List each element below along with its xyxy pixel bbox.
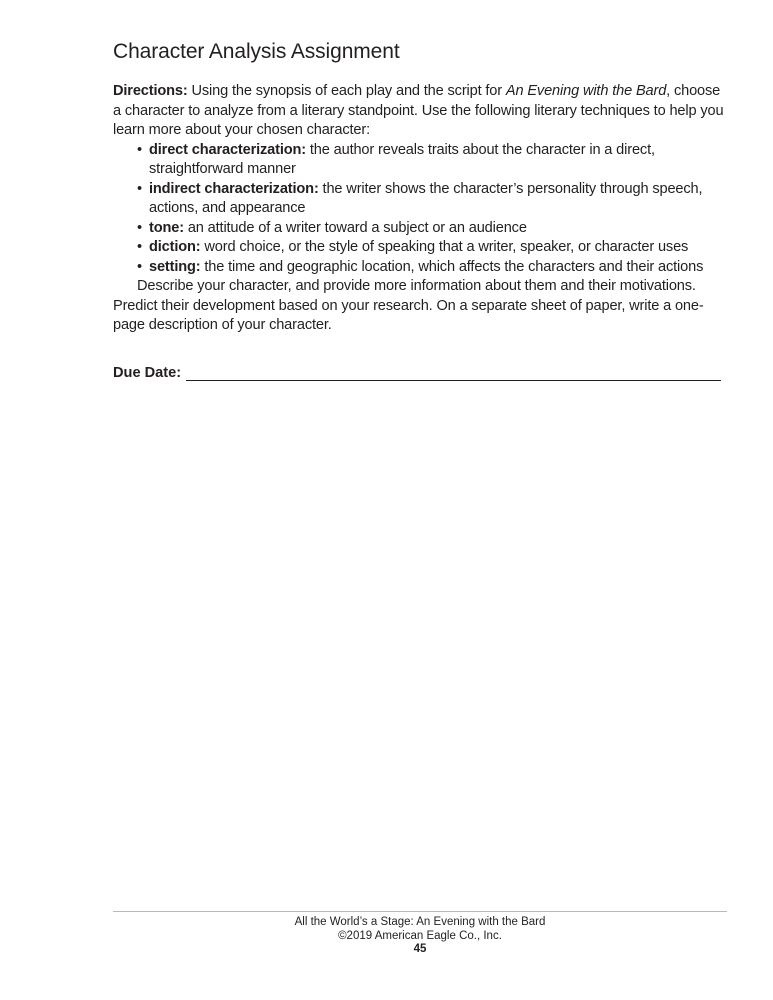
technique-item bbox=[137, 238, 725, 258]
technique-list bbox=[113, 141, 725, 278]
technique-item bbox=[137, 141, 725, 180]
closing-paragraph: Describe your character, and provide more information about them and their motivations. Predict their development based on your research. On a separate sheet of paper, write a one-page description of your character. bbox=[113, 278, 704, 333]
technique-term: indirect characterization: bbox=[149, 180, 319, 197]
bullet-icon: • bbox=[137, 219, 142, 236]
technique-item bbox=[137, 219, 725, 239]
footer-divider bbox=[113, 911, 727, 912]
bullet-icon: • bbox=[137, 180, 142, 197]
technique-term: setting: bbox=[149, 258, 201, 275]
technique-definition: the time and geographic location, which affects the characters and their actions bbox=[200, 258, 704, 275]
footer-book-title: All the World’s a Stage: An Evening with the Bard bbox=[294, 916, 546, 928]
due-date-row bbox=[113, 364, 721, 381]
technique-definition: an attitude of a writer toward a subject or an audience bbox=[183, 219, 527, 236]
technique-term: diction: bbox=[149, 239, 201, 255]
due-date-blank-line bbox=[186, 364, 721, 381]
technique-definition: word choice, or the style of speaking that a writer, speaker, or character uses bbox=[200, 239, 689, 255]
script-title: An Evening with the Bard bbox=[505, 83, 667, 99]
directions-paragraph bbox=[113, 82, 725, 141]
technique-definition: the author reveals traits about the character in a direct, straightforward manner bbox=[149, 141, 655, 177]
page-number: 45 bbox=[413, 943, 427, 955]
bullet-icon: • bbox=[137, 258, 142, 275]
technique-term: tone: bbox=[149, 219, 184, 236]
directions-intro-before: Using the synopsis of each play and the script for bbox=[187, 83, 506, 99]
due-date-label: Due Date: bbox=[113, 365, 182, 381]
page-title: Character Analysis Assignment bbox=[113, 40, 400, 63]
technique-definition: the writer shows the character’s personality through speech, actions, and appearance bbox=[149, 180, 703, 216]
technique-term: direct characterization: bbox=[149, 141, 306, 158]
technique-item bbox=[137, 180, 725, 219]
bullet-icon: • bbox=[137, 239, 142, 255]
technique-item bbox=[137, 258, 725, 278]
page-footer bbox=[113, 916, 727, 957]
bullet-icon: • bbox=[137, 141, 142, 158]
footer-copyright: ©2019 American Eagle Co., Inc. bbox=[338, 929, 502, 942]
directions-intro-after: , choose a character to analyze from a literary standpoint. Use the following literary techniques to help you learn more about your chosen character: bbox=[113, 83, 724, 138]
assignment-body bbox=[113, 82, 725, 336]
directions-label: Directions: bbox=[113, 83, 188, 99]
